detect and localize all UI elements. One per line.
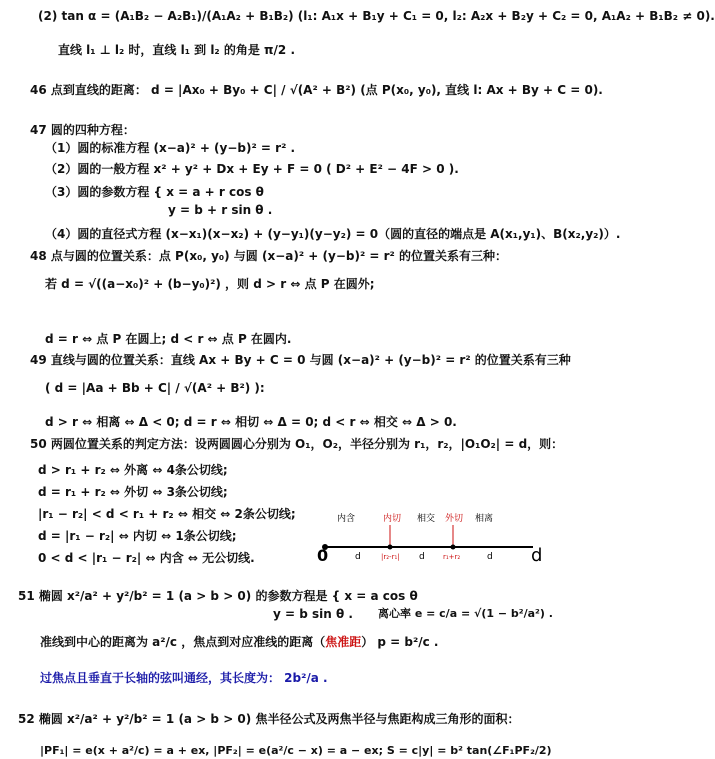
- item-50-5: 0 < d < |r₁ − r₂| ⇔ 内含 ⇔ 无公切线.: [38, 551, 255, 565]
- item-47-3a: （3）圆的参数方程 { x = a + r cos θ: [45, 185, 264, 199]
- diagram-label-xiangli: 相离: [475, 514, 494, 524]
- diagram-seg-d2: d: [419, 552, 425, 562]
- item-50-heading: 50 两圆位置关系的判定方法：设两圆圆心分别为 O₁，O₂，半径分别为 r₁，r₂，|O₁O₂| = d，则：: [30, 437, 564, 451]
- item-51-eccentricity: 离心率 e = c/a = √(1 − b²/a²) .: [378, 607, 553, 620]
- diagram-dot-2: [451, 545, 456, 550]
- diagram-seg-mid2: r₁+r₂: [443, 553, 461, 561]
- diagram-seg-d3: d: [487, 552, 493, 562]
- item-48-outside: 若 d = √((a−x₀)² + (b−y₀)²) ，则 d > r ⇔ 点 P 在圆外;: [45, 277, 375, 291]
- diagram-label-waiqie: 外切: [445, 514, 464, 524]
- diagram-seg-d1: d: [355, 552, 361, 562]
- item-47-1: （1）圆的标准方程 (x−a)² + (y−b)² = r² .: [45, 141, 296, 155]
- item-47-heading: 47 圆的四种方程：: [30, 123, 135, 137]
- item-51-directrix: 准线到中心的距离为 a²/c ，焦点到对应准线的距离（焦准距） p = b²/c .: [40, 635, 439, 649]
- item-46-point-line-distance: 46 点到直线的距离： d = |Ax₀ + By₀ + C| / √(A² + B²) (点 P(x₀, y₀), 直线 l: Ax + By + C = 0).: [30, 83, 603, 97]
- diagram-axis-end: d: [531, 545, 543, 566]
- item-49-distance: ( d = |Aa + Bb + C| / √(A² + B²) ):: [45, 381, 265, 395]
- item-48-heading: 48 点与圆的位置关系：点 P(x₀, y₀) 与圆 (x−a)² + (y−b)² = r² 的位置关系有三种：: [30, 249, 507, 263]
- item-51-param-y: y = b sin θ .: [273, 607, 353, 621]
- item-48-on-inside: d = r ⇔ 点 P 在圆上; d < r ⇔ 点 P 在圆内.: [45, 332, 292, 346]
- circle-position-diagram: [315, 505, 545, 567]
- item-51-latus-rectum: 过焦点且垂直于长轴的弦叫通经，其长度为： 2b²/a .: [40, 671, 328, 685]
- item-47-4: （4）圆的直径式方程 (x−x₁)(x−x₂) + (y−y₁)(y−y₂) = 0（圆的直径的端点是 A(x₁,y₁)、B(x₂,y₂)）.: [45, 227, 621, 241]
- item-49-relations: d > r ⇔ 相离 ⇔ Δ < 0; d = r ⇔ 相切 ⇔ Δ = 0; d < r ⇔ 相交 ⇔ Δ > 0.: [45, 415, 457, 429]
- focal-directrix-term: 焦准距: [325, 635, 362, 649]
- diagram-label-neihan: 内含: [337, 514, 356, 524]
- item-47-3b: y = b + r sin θ .: [168, 203, 273, 217]
- diagram-dot-1: [388, 545, 393, 550]
- perpendicular-line: 直线 l₁ ⊥ l₂ 时，直线 l₁ 到 l₂ 的角是 π/2 .: [58, 43, 296, 57]
- item-52-heading: 52 椭圆 x²/a² + y²/b² = 1 (a > b > 0) 焦半径公式及两焦半径与焦距构成三角形的面积：: [18, 712, 520, 726]
- item-49-heading: 49 直线与圆的位置关系：直线 Ax + By + C = 0 与圆 (x−a)² + (y−b)² = r² 的位置关系有三种: [30, 353, 571, 367]
- item-50-2: d = r₁ + r₂ ⇔ 外切 ⇔ 3条公切线;: [38, 485, 228, 499]
- item-52-cutoff-line: |PF₁| = e(x + a²/c) = a + ex, |PF₂| = e(a²/c − x) = a − ex; S = c|y| = b² tan(∠F₁PF₂/2): [40, 744, 552, 757]
- diagram-axis-start: 0: [317, 546, 329, 565]
- tan-formula-line: (2) tan α = (A₁B₂ − A₂B₁)/(A₁A₂ + B₁B₂) (l₁: A₁x + B₁y + C₁ = 0, l₂: A₂x + B₂y + C₂ = 0, A₁A₂ + B₁B₂ ≠ 0).: [38, 9, 715, 23]
- item-50-3: |r₁ − r₂| < d < r₁ + r₂ ⇔ 相交 ⇔ 2条公切线;: [38, 507, 296, 521]
- item-50-4: d = |r₁ − r₂| ⇔ 内切 ⇔ 1条公切线;: [38, 529, 237, 543]
- item-47-2: （2）圆的一般方程 x² + y² + Dx + Ey + F = 0 ( D² + E² − 4F > 0 ).: [45, 162, 459, 176]
- diagram-seg-mid1: |r₂-r₁|: [381, 553, 400, 561]
- diagram-label-neiqie: 内切: [383, 514, 402, 524]
- diagram-label-xiangjiao: 相交: [417, 514, 436, 524]
- item-51-heading: 51 椭圆 x²/a² + y²/b² = 1 (a > b > 0) 的参数方程是 { x = a cos θ: [18, 589, 418, 603]
- item-50-1: d > r₁ + r₂ ⇔ 外离 ⇔ 4条公切线;: [38, 463, 228, 477]
